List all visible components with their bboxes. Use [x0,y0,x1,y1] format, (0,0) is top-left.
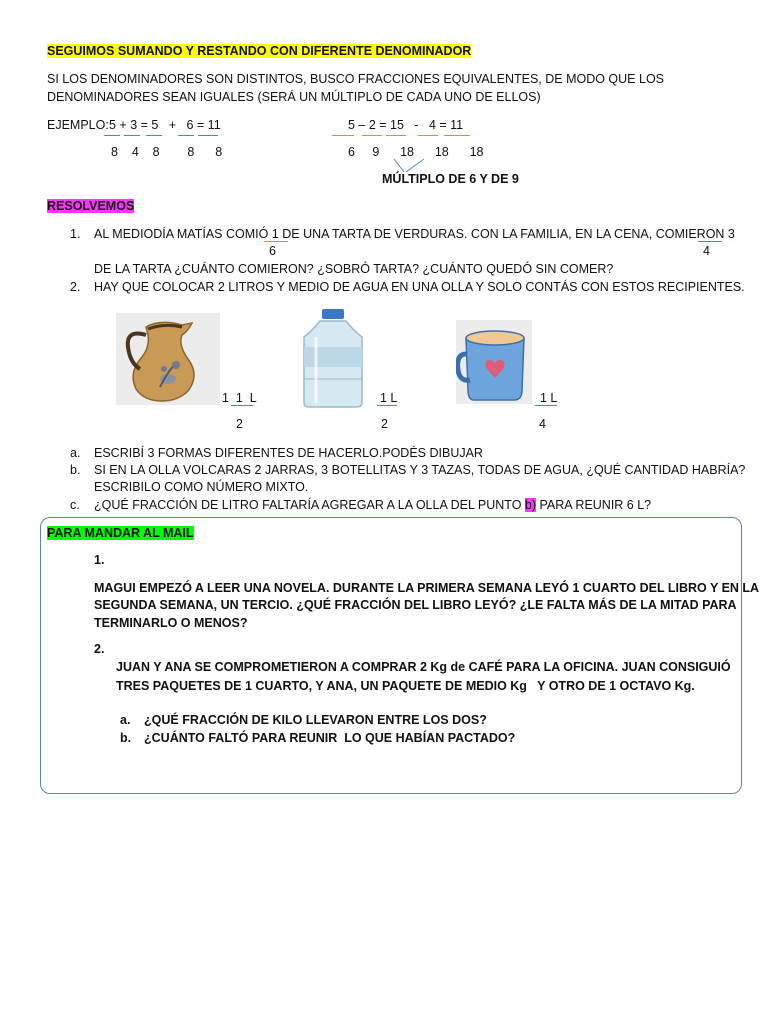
mail-q1-line-1: MAGUI EMPEZÓ A LEER UNA NOVELA. DURANTE LA PRIMERA SEMANA LEYÓ 1 CUARTO DEL LIBRO Y EN LA [94,581,760,595]
jug-icon [116,313,220,405]
fraction-bar [362,135,382,136]
subitem-c-text-pre: ¿QUÉ FRACCIÓN DE LITRO FALTARÍA AGREGAR A LA OLLA DEL PUNTO [94,498,525,512]
mail-section-box [40,517,742,794]
fraction-bar [535,405,557,406]
fraction-bar [698,241,722,242]
section-resolvemos: RESOLVEMOS [47,199,135,213]
fraction-bar [386,135,406,136]
problem-1-denominator-b: 4 [703,244,710,258]
fraction-bar [178,135,194,136]
fraction-bar [146,135,162,136]
example-label: EJEMPLO: [47,118,109,132]
problem-1-line-1: AL MEDIODÍA MATÍAS COMIÓ 1 DE UNA TARTA DE VERDURAS. CON LA FAMILIA, EN LA CENA, COMIERON 3 [94,227,735,241]
mug-numerator: 1 L [540,391,558,405]
bottle-numerator: 1 L [380,391,398,405]
bottle-denominator: 2 [381,417,388,431]
jug-denominator: 2 [236,417,243,431]
mail-qa-letter: a. [120,713,131,727]
problem-1-denominator-a: 6 [269,244,276,258]
subitem-b-letter: b. [70,463,81,477]
problem-2-line: HAY QUE COLOCAR 2 LITROS Y MEDIO DE AGUA EN UNA OLLA Y SOLO CONTÁS CON ESTOS RECIPIENTES. [94,280,745,294]
jug-numerator: 1 1 L [222,391,257,405]
example-right-denominators: 6 9 18 18 18 [348,145,484,159]
mug-icon [456,320,532,404]
mail-qb-letter: b. [120,731,132,745]
problem-2-number: 2. [70,280,81,294]
example-right-numerators: 5 – 2 = 15 - 4 = 11 [348,118,464,132]
fraction-bar [377,405,397,406]
mug-denominator: 4 [539,417,546,431]
multiple-note: MÚLTIPLO DE 6 Y DE 9 [382,172,519,186]
fraction-bar [444,135,470,136]
mail-q1-line-3: TERMINARLO O MENOS? [94,616,248,630]
mail-q1-line-2: SEGUNDA SEMANA, UN TERCIO. ¿QUÉ FRACCIÓN DEL LIBRO LEYÓ? ¿LE FALTA MÁS DE LA MITAD PARA [94,598,737,612]
mail-heading: PARA MANDAR AL MAIL [47,526,194,540]
mail-q2-line-2: TRES PAQUETES DE 1 CUARTO, Y ANA, UN PAQUETE DE MEDIO Kg Y OTRO DE 1 OCTAVO Kg. [116,679,695,693]
subitem-c-highlight: b) [524,498,537,512]
mail-qb-text: ¿CUÁNTO FALTÓ PARA REUNIR LO QUE HABÍAN PACTADO? [144,731,516,745]
subitem-c-text-post: PARA REUNIR 6 L? [536,498,652,512]
bottle-icon [296,307,370,409]
subitem-c-letter: c. [70,498,80,512]
fraction-bar [332,135,354,136]
subitem-b-text-2: ESCRIBILO COMO NÚMERO MIXTO. [94,480,309,494]
fraction-bar [198,135,218,136]
intro-line-2: DENOMINADORES SEAN IGUALES (SERÁ UN MÚLTIPLO DE CADA UNO DE ELLOS) [47,90,541,104]
example-left-numerators: 5 + 3 = 5 + 6 = 11 [109,118,221,132]
page-title: SEGUIMOS SUMANDO Y RESTANDO CON DIFERENTE DENOMINADOR [47,44,472,58]
fraction-bar [418,135,438,136]
mail-q2-line-1: JUAN Y ANA SE COMPROMETIERON A COMPRAR 2 Kg de CAFÉ PARA LA OFICINA. JUAN CONSIGUIÓ [116,660,731,674]
fraction-bar [124,135,140,136]
problem-1-line-2: DE LA TARTA ¿CUÁNTO COMIERON? ¿SOBRÓ TARTA? ¿CUÁNTO QUEDÓ SIN COMER? [94,262,614,276]
example-left-denominators: 8 4 8 8 8 [111,145,223,159]
fraction-bar [264,241,288,242]
subitem-c-text [94,498,651,512]
mail-q1-number: 1. [94,553,105,567]
problem-1-number: 1. [70,227,81,241]
subitem-a-text: ESCRIBÍ 3 FORMAS DIFERENTES DE HACERLO.PODÉS DIBUJAR [94,446,483,460]
mail-q2-number: 2. [94,642,105,656]
fraction-bar [231,405,253,406]
intro-line-1: SI LOS DENOMINADORES SON DISTINTOS, BUSCO FRACCIONES EQUIVALENTES, DE MODO QUE LOS [47,72,665,86]
subitem-b-text-1: SI EN LA OLLA VOLCARAS 2 JARRAS, 3 BOTELLITAS Y 3 TAZAS, TODAS DE AGUA, ¿QUÉ CANTIDAD HABRÍA? [94,463,746,477]
fraction-bar [104,135,120,136]
mail-qa-text: ¿QUÉ FRACCIÓN DE KILO LLEVARON ENTRE LOS DOS? [144,713,487,727]
subitem-a-letter: a. [70,446,81,460]
